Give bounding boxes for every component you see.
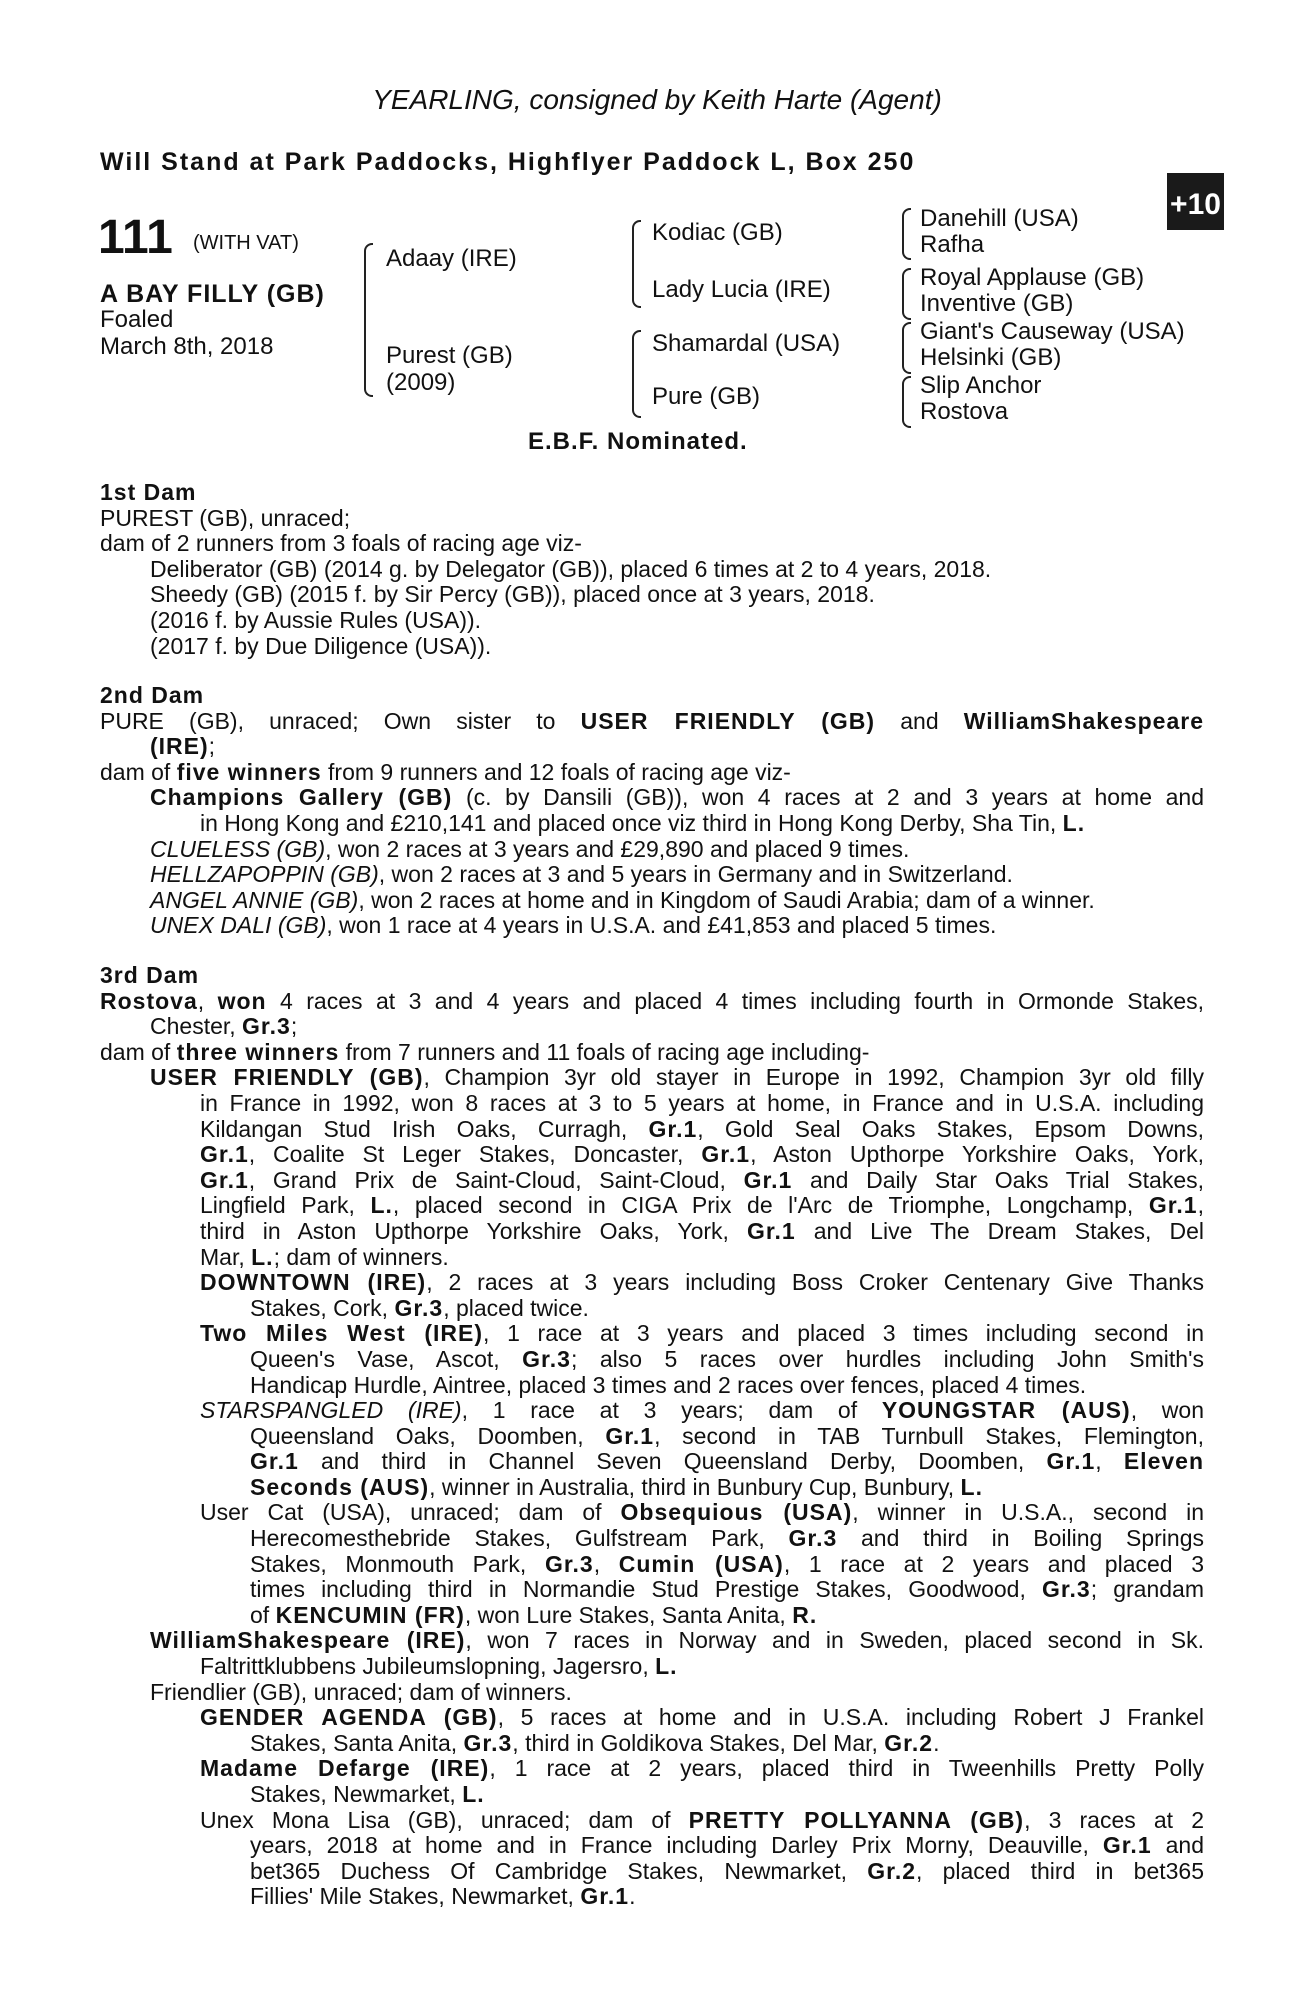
g3-name-5: Giant's Causeway (USA) (920, 318, 1185, 345)
italic-text: HELLZAPOPPIN (GB) (150, 861, 379, 888)
plain-text: ; dam of winners. (273, 1243, 449, 1270)
plain-text: , Gold Seal Oaks Stakes, Epsom Downs, (697, 1115, 1204, 1142)
text-line (100, 1373, 1204, 1399)
pedigree-brace-g3-3 (902, 322, 911, 374)
plain-text: PURE (GB), unraced; Own sister to (100, 707, 581, 734)
bold-text: L. (251, 1243, 274, 1270)
plain-text: , placed second in CIGA Prix de l'Arc de Triomphe, Longchamp, (392, 1192, 1149, 1219)
bold-text: L. (370, 1192, 393, 1219)
plain-text: , Champion 3yr old stayer in Europe in 1992, Champion 3yr old filly (423, 1064, 1204, 1091)
bold-text: KENCUMIN (FR) (275, 1601, 465, 1628)
plain-text: of (250, 1601, 276, 1628)
plain-text: in France in 1992, won 8 races at 3 to 5 years at home, in France and in U.S.A. including (200, 1089, 1204, 1116)
plain-text: Friendlier (GB), unraced; dam of winners. (150, 1678, 572, 1705)
bold-text: Gr.1 (1046, 1448, 1096, 1475)
bold-text: Gr.1 (605, 1422, 655, 1449)
text-line (100, 1526, 1204, 1552)
section-heading: 3rd Dam (100, 962, 200, 988)
text-line (100, 1014, 1204, 1040)
text-line (100, 1808, 1204, 1834)
plain-text: . (629, 1883, 636, 1910)
text-line (100, 582, 1204, 608)
plain-text: , (1197, 1192, 1204, 1219)
text-line (100, 1628, 1204, 1654)
text-line (100, 1245, 1204, 1271)
plain-text: , 2 races at 3 years including Boss Croker Centenary Give Thanks (426, 1269, 1204, 1296)
bold-text: Gr.1 (743, 1166, 793, 1193)
text-line (100, 506, 1204, 532)
bold-text: Gr.1 (1102, 1832, 1152, 1859)
g3-name-2: Rafha (920, 231, 985, 258)
text-line (100, 1449, 1204, 1475)
bold-text: Gr.1 (701, 1141, 751, 1168)
text-line (100, 1577, 1204, 1603)
text-line (100, 557, 1204, 583)
plain-text: , 1 race at 3 years and placed 3 times including second in (483, 1320, 1204, 1347)
bold-text: PRETTY POLLYANNA (GB) (688, 1806, 1025, 1833)
sire-sire: Kodiac (GB) (652, 219, 783, 246)
bold-text: Gr.1 (746, 1217, 796, 1244)
text-line (100, 1475, 1204, 1501)
plain-text: Mar, (200, 1243, 252, 1270)
bold-text: Gr.1 (200, 1141, 249, 1168)
text-line (100, 1398, 1204, 1424)
bold-text: Gr.3 (242, 1013, 291, 1040)
plain-text: and (875, 707, 964, 734)
text-line (100, 862, 1204, 888)
foaled-date: March 8th, 2018 (100, 333, 274, 360)
text-line (100, 785, 1204, 811)
bold-text: Gr.3 (463, 1729, 513, 1756)
bold-text: Gr.2 (867, 1857, 917, 1884)
text-line (100, 1859, 1204, 1885)
text-line (100, 1552, 1204, 1578)
text-line (100, 1193, 1204, 1219)
g3-name-6: Helsinki (GB) (920, 344, 1062, 371)
plain-text: from 7 runners and 11 foals of racing age including- (339, 1038, 870, 1065)
italic-text: ANGEL ANNIE (GB) (150, 886, 359, 913)
plain-text: Kildangan Stud Irish Oaks, Curragh, (200, 1115, 649, 1142)
plain-text: , Grand Prix de Saint-Cloud, Saint-Cloud, (248, 1166, 744, 1193)
plain-text: Unex Mona Lisa (GB), unraced; dam of (200, 1806, 689, 1833)
bold-text: Gr.2 (884, 1729, 934, 1756)
plain-text: , won Lure Stakes, Santa Anita, (464, 1601, 793, 1628)
bold-text: USER FRIENDLY (GB) (150, 1064, 424, 1091)
lot-number: 111 (98, 211, 173, 264)
plain-text: , 1 race at 3 years; dam of (461, 1397, 882, 1424)
plain-text: Queen's Vase, Ascot, (250, 1345, 523, 1372)
dam-sire: Shamardal (USA) (652, 330, 841, 357)
plain-text: bet365 Duchess Of Cambridge Stakes, Newmarket, (250, 1857, 868, 1884)
text-line (100, 1296, 1204, 1322)
text-line (100, 1424, 1204, 1450)
bold-text: Eleven (1123, 1448, 1204, 1475)
plain-text: , won 1 race at 4 years in U.S.A. and £41,853 and placed 5 times. (326, 912, 997, 939)
bold-text: Gr.3 (394, 1294, 444, 1321)
dam-year: (2009) (386, 369, 456, 396)
g3-name-4: Inventive (GB) (920, 290, 1074, 317)
plain-text: Handicap Hurdle, Aintree, placed 3 times and 2 races over fences, placed 4 times. (250, 1371, 1087, 1398)
bold-text: (IRE) (150, 733, 209, 760)
plain-text: (c. by Dansili (GB)), won 4 races at 2 and 3 years at home and (452, 784, 1205, 811)
plain-text: , second in TAB Turnbull Stakes, Flemington, (654, 1422, 1204, 1449)
bold-text: GENDER AGENDA (GB) (200, 1704, 498, 1731)
plain-text: and Daily Star Oaks Trial Stakes, (792, 1166, 1204, 1193)
text-line (100, 1219, 1204, 1245)
plain-text: , placed third in bet365 (916, 1857, 1204, 1884)
plain-text: Chester, (150, 1013, 243, 1040)
plain-text: , Coalite St Leger Stakes, Doncaster, (248, 1141, 702, 1168)
plain-text: , won 2 races at 3 and 5 years in Germany and in Switzerland. (378, 861, 1013, 888)
text-line (100, 1168, 1204, 1194)
bold-text: Champions Gallery (GB) (150, 784, 453, 811)
plain-text: in Hong Kong and £210,141 and placed once viz third in Hong Kong Derby, Sha Tin, (200, 809, 1063, 836)
bold-text: DOWNTOWN (IRE) (200, 1269, 427, 1296)
plain-text: and third in Channel Seven Queensland Derby, Doomben, (298, 1448, 1047, 1475)
text-line (100, 1500, 1204, 1526)
plain-text: , third in Goldikova Stakes, Del Mar, (512, 1729, 885, 1756)
plain-text: Stakes, Newmarket, (250, 1781, 463, 1807)
text-line (100, 531, 1204, 557)
plain-text: ; (290, 1013, 298, 1040)
bold-text: USER FRIENDLY (GB) (580, 707, 876, 734)
text-line (100, 1040, 1204, 1066)
italic-text: CLUELESS (GB) (150, 835, 326, 862)
bold-text: three winners (176, 1038, 340, 1065)
plain-text: Herecomesthebride Stakes, Gulfstream Park, (250, 1525, 789, 1552)
plain-text: times including third in Normandie Stud Prestige Stakes, Goodwood, (250, 1576, 1042, 1603)
bold-text: Gr.1 (580, 1883, 630, 1910)
dam-section-3 (100, 963, 1204, 1910)
plain-text: , 5 races at home and in U.S.A. including Robert J Frankel (497, 1704, 1204, 1731)
plain-text: . (933, 1729, 940, 1756)
pedigree-brace-sire (632, 220, 641, 308)
bold-text: L. (462, 1781, 485, 1807)
italic-text: STARSPANGLED (IRE) (200, 1397, 462, 1424)
pedigree-brace-main (364, 243, 373, 397)
text-line (100, 913, 1204, 939)
text-line (100, 634, 1204, 660)
plain-text: , (1095, 1448, 1124, 1475)
plain-text: , won (1130, 1397, 1204, 1424)
ebf-nominated: E.B.F. Nominated. (528, 428, 748, 455)
bold-text: Gr.1 (648, 1115, 698, 1142)
text-line (100, 1680, 1204, 1706)
text-line (100, 989, 1204, 1015)
g3-name-7: Slip Anchor (920, 372, 1042, 399)
pedigree-brace-dam (632, 330, 641, 418)
plain-text: , won 2 races at home and in Kingdom of Saudi Arabia; dam of a winner. (358, 886, 1095, 913)
g3-name-3: Royal Applause (GB) (920, 264, 1145, 291)
plain-text: ; also 5 races over hurdles including John Smith's (570, 1345, 1204, 1372)
text-line (100, 734, 1204, 760)
plain-text: third in Aston Upthorpe Yorkshire Oaks, York, (200, 1217, 747, 1244)
bold-text: L. (960, 1473, 983, 1500)
plain-text: Stakes, Santa Anita, (250, 1729, 464, 1756)
plain-text: Faltrittklubbens Jubileumslopning, Jagersro, (200, 1653, 656, 1680)
bold-text: Gr.3 (522, 1345, 571, 1372)
dam-name: Purest (GB) (386, 342, 513, 369)
bold-text: L. (655, 1653, 678, 1680)
plain-text: , won 7 races in Norway and in Sweden, placed second in Sk. (465, 1627, 1204, 1654)
plain-text: , 1 race at 2 years and placed 3 (783, 1550, 1205, 1577)
plain-text: , winner in U.S.A., second in (852, 1499, 1205, 1526)
section-heading: 2nd Dam (100, 682, 205, 708)
dam-dam: Pure (GB) (652, 383, 761, 410)
plain-text: and Live The Dream Stakes, Del (795, 1217, 1204, 1244)
bold-text: L. (1062, 809, 1086, 836)
bold-text: Gr.1 (250, 1448, 299, 1475)
plain-text: years, 2018 at home and in France including Darley Prix Morny, Deauville, (250, 1832, 1103, 1859)
consignment-line: YEARLING, consigned by Keith Harte (Agent) (372, 84, 942, 115)
plain-text: dam of 2 runners from 3 foals of racing age viz- (100, 530, 582, 557)
vat-note: (WITH VAT) (193, 232, 299, 254)
plain-text: PUREST (GB), unraced; (100, 504, 351, 531)
bold-text: Gr.3 (788, 1525, 838, 1552)
plain-text: , Aston Upthorpe Yorkshire Oaks, York, (750, 1141, 1204, 1168)
plain-text: Stakes, Monmouth Park, (250, 1550, 545, 1577)
plain-text: , 1 race at 2 years, placed third in Tweenhills Pretty Polly (489, 1755, 1204, 1782)
plain-text: , (593, 1550, 619, 1577)
text-line (100, 1142, 1204, 1168)
plain-text: Stakes, Cork, (250, 1294, 395, 1321)
bold-text: Seconds (AUS) (250, 1473, 430, 1500)
text-line (100, 1065, 1204, 1091)
text-line (100, 1603, 1204, 1629)
text-line (100, 760, 1204, 786)
text-line (100, 1705, 1204, 1731)
bold-text: Gr.3 (1041, 1576, 1091, 1603)
bold-text: Rostova (100, 987, 198, 1014)
location-line: Will Stand at Park Paddocks, Highflyer Paddock L, Box 250 (100, 148, 916, 176)
text-line (100, 811, 1204, 837)
text-line (100, 837, 1204, 863)
text-line (100, 1270, 1204, 1296)
plain-text: from 9 runners and 12 foals of racing age viz- (321, 758, 791, 785)
text-line (100, 1833, 1204, 1859)
plain-text: , placed twice. (443, 1294, 589, 1321)
text-line (100, 1884, 1204, 1910)
plain-text: (2017 f. by Due Diligence (USA)). (150, 632, 492, 659)
text-line (100, 1321, 1204, 1347)
sire-name: Adaay (IRE) (386, 245, 517, 272)
g3-name-8: Rostova (920, 398, 1009, 425)
plain-text: , (197, 987, 218, 1014)
plain-text: Deliberator (GB) (2014 g. by Delegator (GB)), placed 6 times at 2 to 4 years, 2018. (150, 555, 992, 582)
bold-text: Gr.3 (544, 1550, 594, 1577)
section-heading: 1st Dam (100, 479, 197, 505)
bold-text: Cumin (USA) (618, 1550, 784, 1577)
bold-text: Two Miles West (IRE) (200, 1320, 484, 1347)
plain-text: Fillies' Mile Stakes, Newmarket, (250, 1883, 581, 1910)
plain-text: ; (208, 733, 216, 760)
plain-text: (2016 f. by Aussie Rules (USA)). (150, 606, 482, 633)
text-line (100, 608, 1204, 634)
plain-text: and third in Boiling Springs (837, 1525, 1204, 1552)
plain-text: and (1151, 1832, 1205, 1859)
dam-section-1 (100, 480, 1204, 659)
plain-text: Queensland Oaks, Doomben, (250, 1422, 606, 1449)
plain-text: ; grandam (1090, 1576, 1204, 1603)
text-line (100, 1756, 1204, 1782)
plain-text: 4 races at 3 and 4 years and placed 4 times including fourth in Ormonde Stakes, (266, 987, 1205, 1014)
foaled-info (100, 306, 273, 360)
g3-name-1: Danehill (USA) (920, 205, 1079, 232)
text-line (100, 1654, 1204, 1680)
text-line (100, 1731, 1204, 1757)
plain-text: Sheedy (GB) (2015 f. by Sir Percy (GB)), placed once at 3 years, 2018. (150, 581, 875, 608)
plain-text: dam of (100, 758, 177, 785)
plain-text: , winner in Australia, third in Bunbury Cup, Bunbury, (429, 1473, 961, 1500)
plain-text: dam of (100, 1038, 177, 1065)
dam-section-2 (100, 683, 1204, 939)
text-line (100, 709, 1204, 735)
text-line (100, 888, 1204, 914)
pedigree-brace-g3-2 (902, 268, 911, 320)
bold-text: Obsequious (USA) (620, 1499, 853, 1526)
bold-text: won (217, 987, 267, 1014)
plus10-logo-text: +10 (1170, 188, 1221, 221)
foaled-label: Foaled (100, 306, 174, 333)
bold-text: Gr.1 (1148, 1192, 1198, 1219)
text-line (100, 1347, 1204, 1373)
italic-text: UNEX DALI (GB) (150, 912, 327, 939)
plain-text: Lingfield Park, (200, 1192, 371, 1219)
plain-text: , 3 races at 2 (1024, 1806, 1204, 1833)
bold-text: WilliamShakespeare (963, 707, 1204, 734)
plain-text: , won 2 races at 3 years and £29,890 and placed 9 times. (325, 835, 910, 862)
bold-text: WilliamShakespeare (IRE) (150, 1627, 466, 1654)
bold-text: Gr.1 (200, 1166, 249, 1193)
plus10-logo (1167, 173, 1224, 230)
text-line (100, 1782, 1204, 1808)
bold-text: R. (792, 1601, 818, 1628)
text-line (100, 1091, 1204, 1117)
horse-description: A BAY FILLY (GB) (100, 280, 325, 308)
sire-dam: Lady Lucia (IRE) (652, 276, 831, 303)
bold-text: Madame Defarge (IRE) (200, 1755, 490, 1782)
plain-text: User Cat (USA), unraced; dam of (200, 1499, 621, 1526)
pedigree-brace-g3-1 (902, 208, 911, 260)
bold-text: five winners (176, 758, 322, 785)
text-line (100, 1117, 1204, 1143)
pedigree-brace-g3-4 (902, 376, 911, 428)
bold-text: YOUNGSTAR (AUS) (881, 1397, 1131, 1424)
